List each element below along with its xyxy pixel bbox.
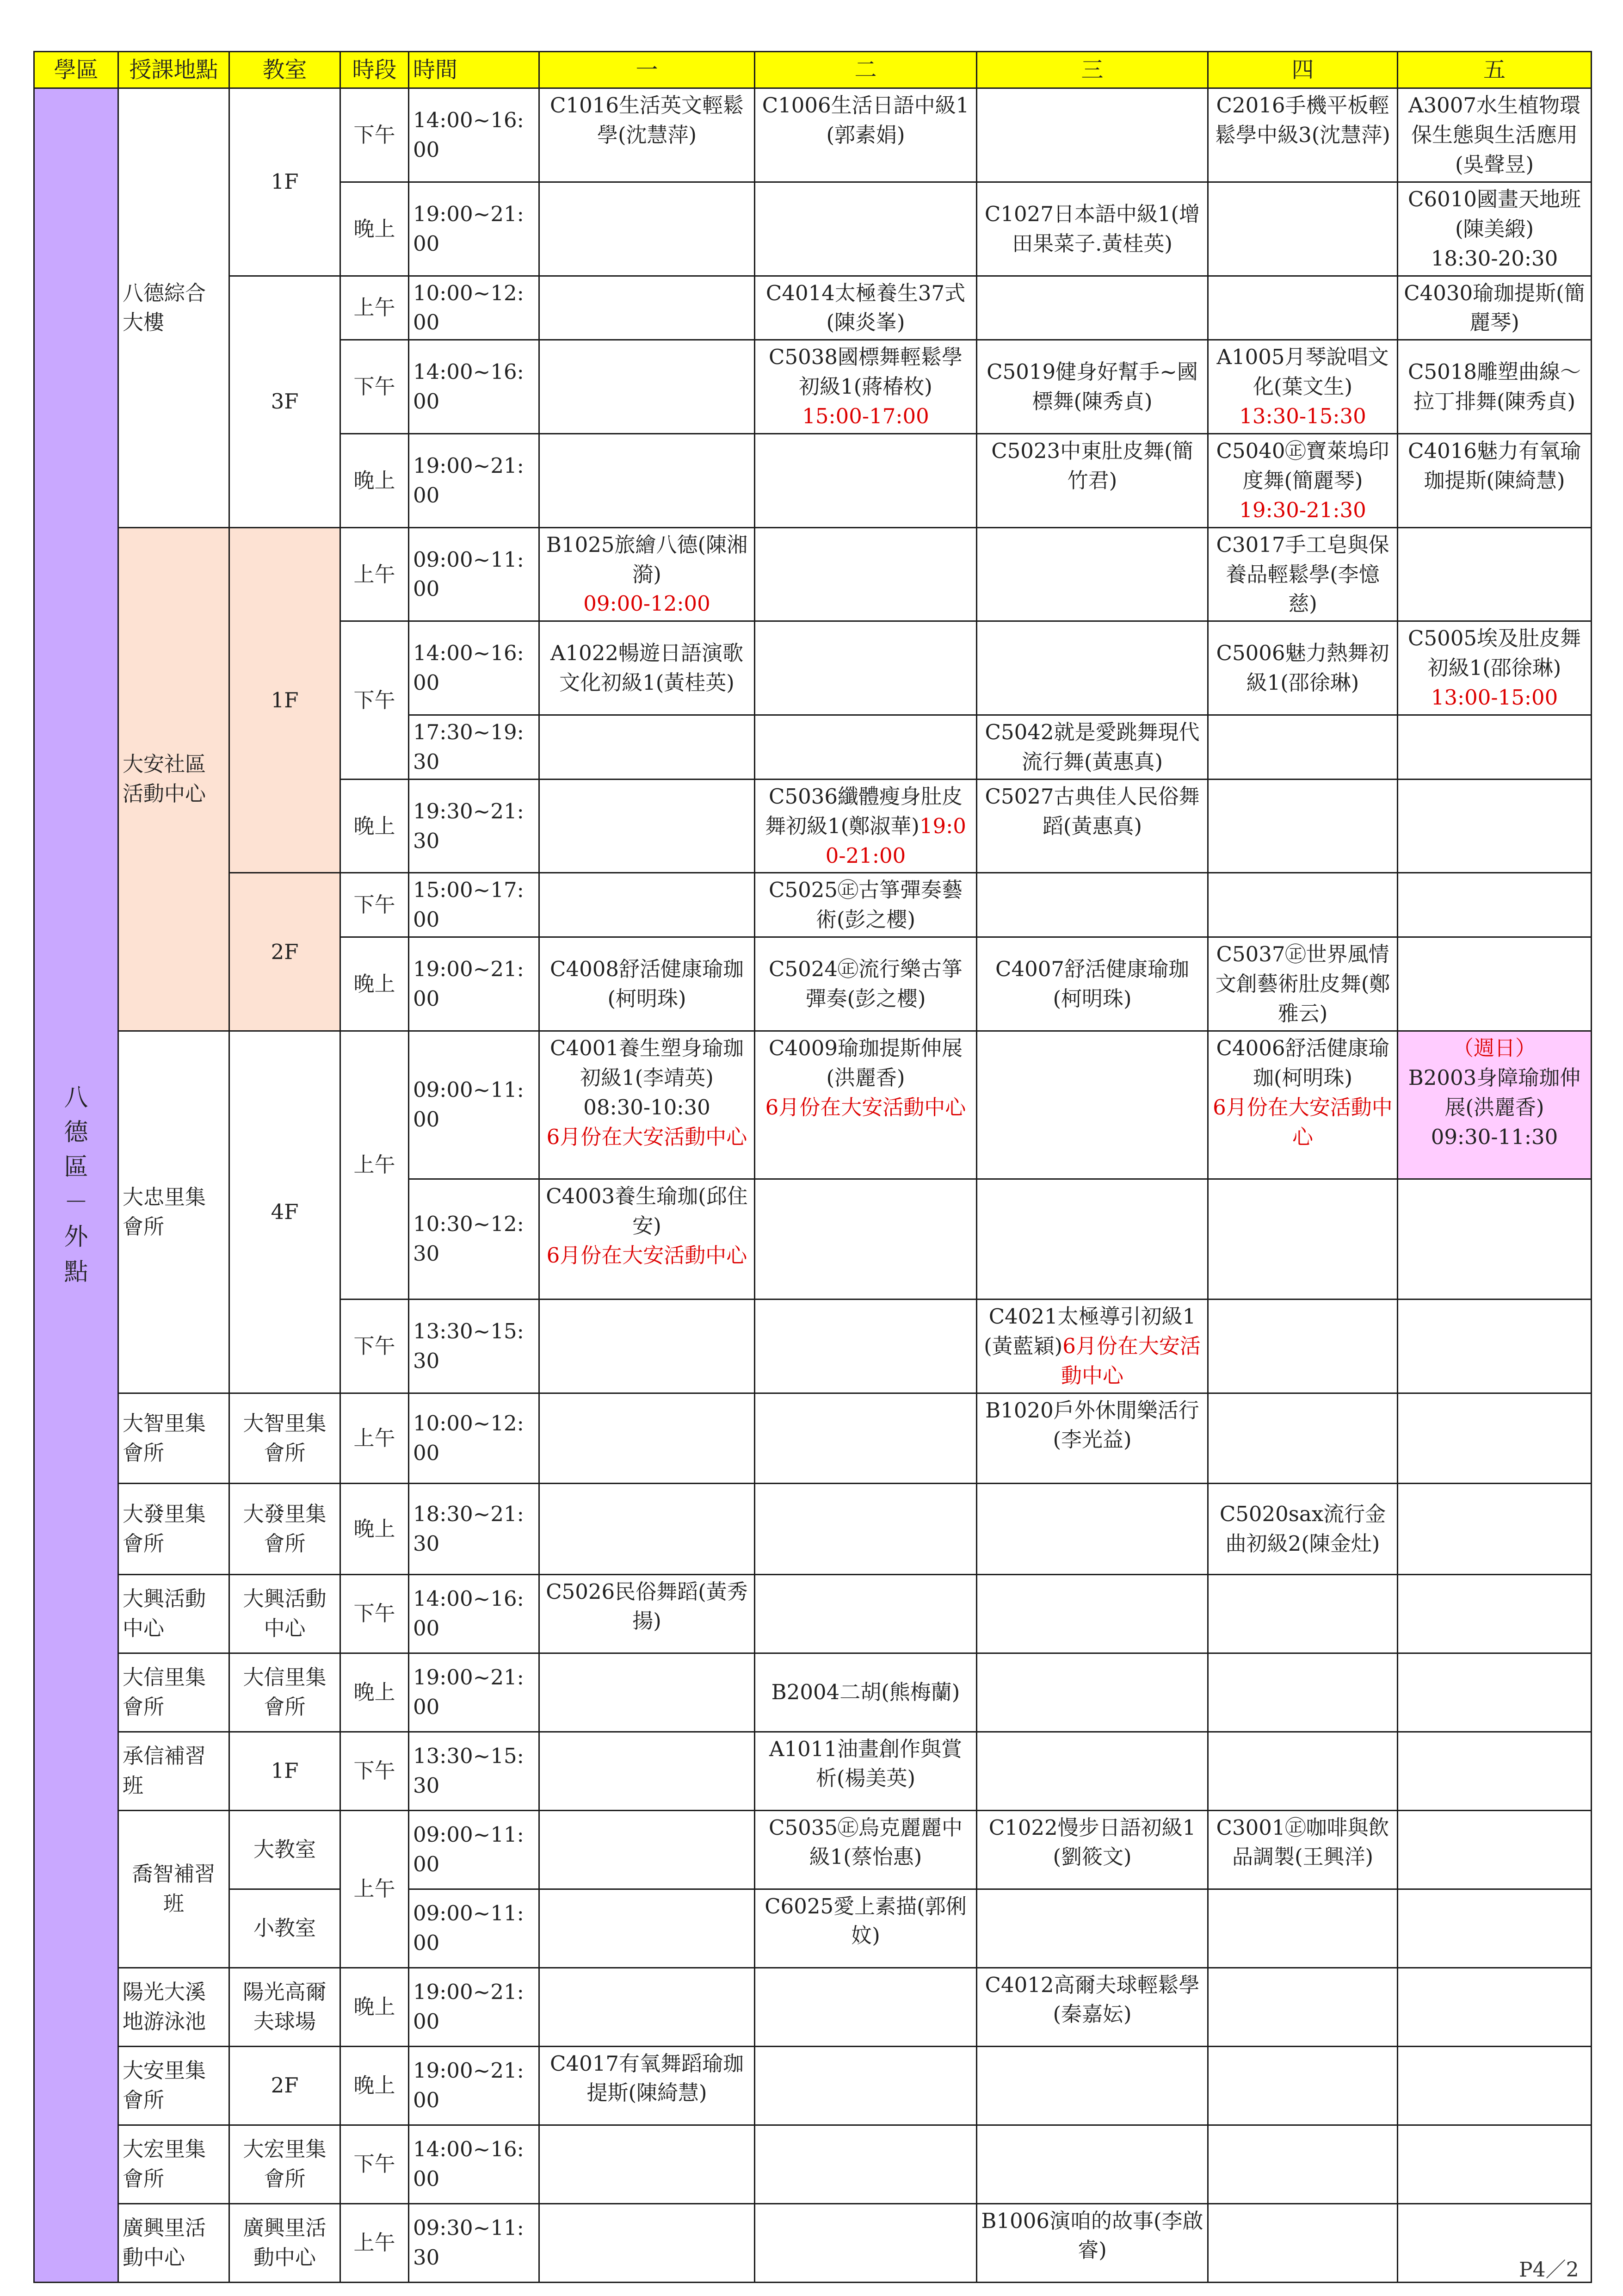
location-cell: 陽光大溪地游泳池 <box>118 1968 229 2046</box>
course-cell <box>977 1653 1208 1732</box>
course-cell <box>977 621 1208 715</box>
time-cell: 19:00~21:00 <box>409 433 539 527</box>
course-cell <box>1208 873 1398 937</box>
course-cell: C5038國標舞輕鬆學初級1(蔣椿枚) 15:00-17:00 <box>755 340 977 434</box>
period-cell: 晚上 <box>340 1968 409 2046</box>
time-cell: 09:00~11:00 <box>409 527 539 621</box>
room-cell: 大教室 <box>229 1810 340 1889</box>
course-cell <box>1398 1810 1592 1889</box>
time-cell: 09:30~11:30 <box>409 2203 539 2282</box>
course-cell: A1022暢遊日語演歌文化初級1(黃桂英) <box>539 621 755 715</box>
table-row <box>34 2046 1592 2125</box>
table-row <box>34 88 1592 182</box>
period-cell: 下午 <box>340 340 409 434</box>
course-cell <box>977 2046 1208 2125</box>
room-cell: 大興活動中心 <box>229 1574 340 1653</box>
table-row <box>34 1653 1592 1732</box>
table-row <box>34 1732 1592 1810</box>
course-cell <box>539 1653 755 1732</box>
course-cell: C6010國畫天地班(陳美緞) 18:30-20:30 <box>1398 182 1592 276</box>
table-row <box>34 1968 1592 2046</box>
course-cell: C4021太極導引初級1(黃藍穎)6月份在大安活動中心 <box>977 1299 1208 1393</box>
time-cell: 18:30~21:30 <box>409 1483 539 1574</box>
course-cell: C4030瑜珈提斯(簡麗琴) <box>1398 276 1592 340</box>
location-cell: 喬智補習班 <box>118 1810 229 1968</box>
time-cell: 10:30~12:30 <box>409 1179 539 1299</box>
course-cell: C5035㊣烏克麗麗中級1(蔡怡惠) <box>755 1810 977 1889</box>
time-cell: 14:00~16:00 <box>409 2125 539 2203</box>
course-cell <box>539 873 755 937</box>
course-cell: C4006舒活健康瑜珈(柯明珠) 6月份在大安活動中心 <box>1208 1031 1398 1179</box>
time-cell: 19:00~21:00 <box>409 1968 539 2046</box>
location-cell: 承信補習班 <box>118 1732 229 1810</box>
time-cell: 19:00~21:00 <box>409 1653 539 1732</box>
header-day-fri: 五 <box>1398 52 1592 88</box>
period-cell: 上午 <box>340 276 409 340</box>
course-cell <box>1208 1299 1398 1393</box>
course-cell: C5019健身好幫手~國標舞(陳秀貞) <box>977 340 1208 434</box>
course-cell <box>1208 1968 1398 2046</box>
course-cell <box>755 182 977 276</box>
time-cell: 19:00~21:00 <box>409 2046 539 2125</box>
course-cell <box>1398 2125 1592 2203</box>
table-row <box>34 873 1592 937</box>
course-cell <box>977 1732 1208 1810</box>
room-cell: 1F <box>229 527 340 873</box>
course-cell: C3017手工皂與保養品輕鬆學(李憶慈) <box>1208 527 1398 621</box>
time-cell: 14:00~16:00 <box>409 340 539 434</box>
course-cell: C5042就是愛跳舞現代流行舞(黃惠真) <box>977 715 1208 779</box>
course-cell <box>539 2203 755 2282</box>
room-cell: 3F <box>229 276 340 527</box>
location-cell: 大興活動中心 <box>118 1574 229 1653</box>
course-cell <box>539 779 755 873</box>
header-row <box>34 52 1592 88</box>
course-cell: C4017有氧舞蹈瑜珈提斯(陳綺慧) <box>539 2046 755 2125</box>
table-row <box>34 276 1592 340</box>
course-cell <box>1398 1732 1592 1810</box>
course-cell <box>1208 779 1398 873</box>
period-cell: 上午 <box>340 527 409 621</box>
course-cell <box>1208 1179 1398 1299</box>
course-cell <box>539 715 755 779</box>
table-row <box>34 2203 1592 2282</box>
course-cell <box>539 1889 755 1968</box>
period-cell: 晚上 <box>340 779 409 873</box>
course-cell <box>539 276 755 340</box>
course-cell <box>1398 1483 1592 1574</box>
course-cell <box>755 2046 977 2125</box>
period-cell: 上午 <box>340 2203 409 2282</box>
header-period: 時段 <box>340 52 409 88</box>
course-cell <box>977 527 1208 621</box>
course-cell <box>1398 1299 1592 1393</box>
room-cell: 1F <box>229 88 340 276</box>
period-cell: 晚上 <box>340 1653 409 1732</box>
location-cell: 廣興里活動中心 <box>118 2203 229 2282</box>
course-cell <box>977 1179 1208 1299</box>
table-row <box>34 1889 1592 1968</box>
course-cell: C5036纖體瘦身肚皮舞初級1(鄭淑華)19:00-21:00 <box>755 779 977 873</box>
course-cell <box>1398 1574 1592 1653</box>
period-cell: 下午 <box>340 1732 409 1810</box>
course-cell <box>977 88 1208 182</box>
course-cell <box>1398 1179 1592 1299</box>
course-cell: C5027古典佳人民俗舞蹈(黃惠真) <box>977 779 1208 873</box>
time-cell: 14:00~16:00 <box>409 621 539 715</box>
header-day-thu: 四 <box>1208 52 1398 88</box>
time-cell: 13:30~15:30 <box>409 1732 539 1810</box>
course-cell <box>1208 182 1398 276</box>
room-cell: 大信里集會所 <box>229 1653 340 1732</box>
time-cell: 17:30~19:30 <box>409 715 539 779</box>
period-cell: 下午 <box>340 621 409 779</box>
time-cell: 13:30~15:30 <box>409 1299 539 1393</box>
room-cell: 大發里集會所 <box>229 1483 340 1574</box>
course-cell <box>977 276 1208 340</box>
period-cell: 晚上 <box>340 433 409 527</box>
course-cell <box>755 1574 977 1653</box>
course-cell: C1006生活日語中級1(郭素娟) <box>755 88 977 182</box>
course-cell <box>755 527 977 621</box>
course-cell: A1011油畫創作與賞析(楊美英) <box>755 1732 977 1810</box>
room-cell: 大宏里集會所 <box>229 2125 340 2203</box>
course-cell <box>755 621 977 715</box>
period-cell: 晚上 <box>340 937 409 1031</box>
header-time: 時間 <box>409 52 539 88</box>
table-row <box>34 2125 1592 2203</box>
time-cell: 15:00~17:00 <box>409 873 539 937</box>
period-cell: 上午 <box>340 1031 409 1299</box>
table-row <box>34 527 1592 621</box>
course-cell <box>1208 2125 1398 2203</box>
course-cell <box>1208 1653 1398 1732</box>
course-cell <box>539 1810 755 1889</box>
time-cell: 10:00~12:00 <box>409 1393 539 1483</box>
course-cell: C5020sax流行金曲初級2(陳金灶) <box>1208 1483 1398 1574</box>
course-cell <box>539 182 755 276</box>
region-label: 八德區－外點 <box>34 88 118 2282</box>
course-cell <box>539 1393 755 1483</box>
period-cell: 下午 <box>340 1299 409 1393</box>
period-cell: 上午 <box>340 1393 409 1483</box>
location-cell: 大智里集會所 <box>118 1393 229 1483</box>
course-cell <box>539 1299 755 1393</box>
course-cell: B1025旅繪八德(陳湘漪) 09:00-12:00 <box>539 527 755 621</box>
course-cell <box>755 433 977 527</box>
course-cell: B1020戶外休閒樂活行(李光益) <box>977 1393 1208 1483</box>
course-cell <box>977 2125 1208 2203</box>
course-cell <box>1398 1889 1592 1968</box>
course-cell <box>755 1483 977 1574</box>
course-cell: C5025㊣古箏彈奏藝術(彭之櫻) <box>755 873 977 937</box>
time-cell: 14:00~16:00 <box>409 88 539 182</box>
course-cell: B1006演咱的故事(李啟睿) <box>977 2203 1208 2282</box>
time-cell: 09:00~11:00 <box>409 1031 539 1179</box>
location-cell: 大安里集會所 <box>118 2046 229 2125</box>
course-cell <box>1208 1574 1398 1653</box>
course-cell <box>1208 1889 1398 1968</box>
course-cell <box>755 2203 977 2282</box>
location-cell: 大安社區活動中心 <box>118 527 229 1031</box>
course-cell <box>1398 715 1592 779</box>
table-row <box>34 1574 1592 1653</box>
header-location: 授課地點 <box>118 52 229 88</box>
time-cell: 19:00~21:00 <box>409 937 539 1031</box>
course-cell: C1016生活英文輕鬆學(沈慧萍) <box>539 88 755 182</box>
room-cell: 1F <box>229 1732 340 1810</box>
course-cell: C5040㊣寶萊塢印度舞(簡麗琴) 19:30-21:30 <box>1208 433 1398 527</box>
course-cell: A1005月琴說唱文化(葉文生) 13:30-15:30 <box>1208 340 1398 434</box>
location-cell: 大忠里集會所 <box>118 1031 229 1393</box>
course-cell <box>1398 1393 1592 1483</box>
course-cell <box>1208 2203 1398 2282</box>
course-cell <box>1398 873 1592 937</box>
course-cell <box>539 1483 755 1574</box>
course-cell: C2016手機平板輕鬆學中級3(沈慧萍) <box>1208 88 1398 182</box>
time-cell: 14:00~16:00 <box>409 1574 539 1653</box>
course-cell <box>1208 276 1398 340</box>
course-cell <box>539 2125 755 2203</box>
period-cell: 下午 <box>340 88 409 182</box>
course-cell: C4007舒活健康瑜珈(柯明珠) <box>977 937 1208 1031</box>
table-row <box>34 1031 1592 1179</box>
table-row <box>34 1483 1592 1574</box>
course-cell: C1022慢步日語初級1(劉筱文) <box>977 1810 1208 1889</box>
room-cell: 陽光高爾夫球場 <box>229 1968 340 2046</box>
course-cell: C5005埃及肚皮舞初級1(邵徐琳) 13:00-15:00 <box>1398 621 1592 715</box>
period-cell: 晚上 <box>340 2046 409 2125</box>
room-cell: 2F <box>229 873 340 1031</box>
course-cell: C5024㊣流行樂古箏彈奏(彭之櫻) <box>755 937 977 1031</box>
period-cell: 下午 <box>340 2125 409 2203</box>
course-schedule-table <box>33 51 1592 2283</box>
course-cell: C4008舒活健康瑜珈(柯明珠) <box>539 937 755 1031</box>
course-cell <box>977 1574 1208 1653</box>
period-cell: 晚上 <box>340 182 409 276</box>
time-cell: 09:00~11:00 <box>409 1810 539 1889</box>
location-cell: 大信里集會所 <box>118 1653 229 1732</box>
course-cell <box>1398 2046 1592 2125</box>
course-cell: C4001養生塑身瑜珈初級1(李靖英) 08:30-10:30 6月份在大安活動中心 <box>539 1031 755 1179</box>
course-cell: A3007水生植物環保生態與生活應用(吳聲昱) <box>1398 88 1592 182</box>
course-cell <box>539 340 755 434</box>
header-day-wed: 三 <box>977 52 1208 88</box>
location-cell: 大發里集會所 <box>118 1483 229 1574</box>
course-cell: C5006魅力熱舞初級1(邵徐琳) <box>1208 621 1398 715</box>
course-cell: （週日） B2003身障瑜珈伸展(洪麗香) 09:30-11:30 <box>1398 1031 1592 1179</box>
location-cell: 大宏里集會所 <box>118 2125 229 2203</box>
room-cell: 大智里集會所 <box>229 1393 340 1483</box>
period-cell: 晚上 <box>340 1483 409 1574</box>
course-cell <box>1208 1393 1398 1483</box>
time-cell: 10:00~12:00 <box>409 276 539 340</box>
course-cell <box>1398 937 1592 1031</box>
course-cell: C1027日本語中級1(增田果菜子.黃桂英) <box>977 182 1208 276</box>
course-cell <box>755 1179 977 1299</box>
course-cell: B2004二胡(熊梅蘭) <box>755 1653 977 1732</box>
location-cell: 八德綜合大樓 <box>118 88 229 527</box>
course-cell: C4009瑜珈提斯伸展(洪麗香) 6月份在大安活動中心 <box>755 1031 977 1179</box>
course-cell <box>755 1299 977 1393</box>
course-cell: C4012高爾夫球輕鬆學(秦嘉妘) <box>977 1968 1208 2046</box>
course-cell: C4003養生瑜珈(邱住安) 6月份在大安活動中心 <box>539 1179 755 1299</box>
table-row <box>34 1393 1592 1483</box>
room-cell: 2F <box>229 2046 340 2125</box>
course-cell <box>755 2125 977 2203</box>
course-cell <box>539 1732 755 1810</box>
course-cell <box>1208 1732 1398 1810</box>
course-cell: C4016魅力有氧瑜珈提斯(陳綺慧) <box>1398 433 1592 527</box>
course-cell <box>539 1968 755 2046</box>
page-number: P4／2 <box>1519 2258 1579 2282</box>
header-day-tue: 二 <box>755 52 977 88</box>
course-cell: C5018雕塑曲線～拉丁排舞(陳秀貞) <box>1398 340 1592 434</box>
course-cell <box>1398 779 1592 873</box>
course-cell: C3001㊣咖啡與飲品調製(王興洋) <box>1208 1810 1398 1889</box>
course-cell <box>977 1889 1208 1968</box>
course-cell: C6025愛上素描(郭俐妏) <box>755 1889 977 1968</box>
course-cell <box>1208 715 1398 779</box>
course-cell <box>1208 2046 1398 2125</box>
course-cell <box>755 1393 977 1483</box>
course-cell <box>1398 1653 1592 1732</box>
header-region: 學區 <box>34 52 118 88</box>
course-cell <box>977 1031 1208 1179</box>
time-cell: 09:00~11:00 <box>409 1889 539 1968</box>
course-cell <box>1398 1968 1592 2046</box>
course-cell: C5023中東肚皮舞(簡竹君) <box>977 433 1208 527</box>
header-day-mon: 一 <box>539 52 755 88</box>
course-cell: C4014太極養生37式(陳炎峯) <box>755 276 977 340</box>
period-cell: 下午 <box>340 1574 409 1653</box>
time-cell: 19:00~21:00 <box>409 182 539 276</box>
header-room: 教室 <box>229 52 340 88</box>
time-cell: 19:30~21:30 <box>409 779 539 873</box>
room-cell: 小教室 <box>229 1889 340 1968</box>
period-cell: 下午 <box>340 873 409 937</box>
course-cell <box>755 1968 977 2046</box>
course-cell: C5037㊣世界風情文創藝術肚皮舞(鄭雅云) <box>1208 937 1398 1031</box>
room-cell: 4F <box>229 1031 340 1393</box>
course-cell <box>1398 527 1592 621</box>
course-cell <box>539 433 755 527</box>
table-row <box>34 1810 1592 1889</box>
course-cell <box>755 715 977 779</box>
period-cell: 上午 <box>340 1810 409 1968</box>
course-cell <box>977 1483 1208 1574</box>
course-cell: C5026民俗舞蹈(黃秀揚) <box>539 1574 755 1653</box>
course-cell <box>977 873 1208 937</box>
room-cell: 廣興里活動中心 <box>229 2203 340 2282</box>
